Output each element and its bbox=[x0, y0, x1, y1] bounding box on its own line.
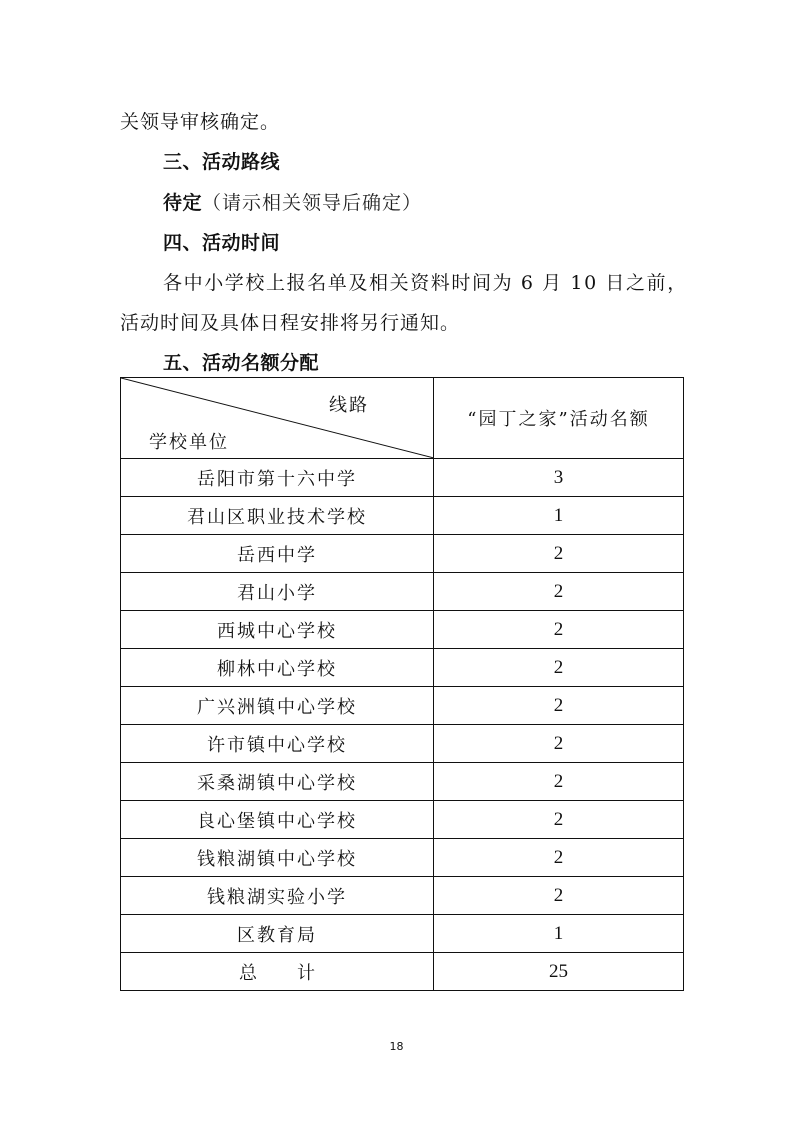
section-3-bold-text: 待定 bbox=[163, 192, 203, 214]
header-route-label: 线路 bbox=[329, 395, 369, 416]
quota-value: 2 bbox=[434, 611, 684, 649]
table-row bbox=[121, 497, 684, 535]
quota-value: 2 bbox=[434, 801, 684, 839]
section-4-line-2: 活动时间及具体日程安排将另行通知。 bbox=[120, 312, 461, 334]
school-name: 岳阳市第十六中学 bbox=[121, 459, 434, 497]
school-name: 西城中心学校 bbox=[121, 611, 434, 649]
table-row bbox=[121, 649, 684, 687]
school-name: 钱粮湖镇中心学校 bbox=[121, 839, 434, 877]
section-3-body bbox=[163, 188, 422, 215]
table-total-row bbox=[121, 953, 684, 991]
header-school-label: 学校单位 bbox=[149, 432, 229, 453]
section-3-title: 三、活动路线 bbox=[163, 151, 281, 173]
school-name: 采桑湖镇中心学校 bbox=[121, 763, 434, 801]
school-name: 许市镇中心学校 bbox=[121, 725, 434, 763]
table-row bbox=[121, 725, 684, 763]
section-5-title: 五、活动名额分配 bbox=[163, 352, 320, 374]
school-name: 岳西中学 bbox=[121, 535, 434, 573]
table-row bbox=[121, 573, 684, 611]
table-header-row bbox=[121, 378, 684, 459]
section-3-note: （请示相关领导后确定） bbox=[202, 192, 423, 214]
quota-value: 2 bbox=[434, 687, 684, 725]
table-row bbox=[121, 801, 684, 839]
quota-value: 2 bbox=[434, 649, 684, 687]
school-name: 区教育局 bbox=[121, 915, 434, 953]
quota-table bbox=[120, 377, 684, 991]
quota-value: 2 bbox=[434, 573, 684, 611]
table-row bbox=[121, 915, 684, 953]
school-name: 广兴洲镇中心学校 bbox=[121, 687, 434, 725]
quota-value: 2 bbox=[434, 839, 684, 877]
section-4-title: 四、活动时间 bbox=[163, 232, 281, 254]
table-row bbox=[121, 611, 684, 649]
total-value: 25 bbox=[434, 953, 684, 991]
section-4-line-1: 各中小学校上报名单及相关资料时间为 6 月 10 日之前， bbox=[163, 272, 688, 294]
school-name: 君山小学 bbox=[121, 573, 434, 611]
header-quota-label: “园丁之家”活动名额 bbox=[434, 378, 684, 459]
table-row bbox=[121, 877, 684, 915]
quota-value: 3 bbox=[434, 459, 684, 497]
table-row bbox=[121, 459, 684, 497]
quota-value: 2 bbox=[434, 535, 684, 573]
total-label-part-2: 计 bbox=[297, 962, 315, 984]
school-name: 柳林中心学校 bbox=[121, 649, 434, 687]
table-row bbox=[121, 763, 684, 801]
school-name: 良心堡镇中心学校 bbox=[121, 801, 434, 839]
quota-value: 2 bbox=[434, 877, 684, 915]
school-name: 君山区职业技术学校 bbox=[121, 497, 434, 535]
table-row bbox=[121, 839, 684, 877]
total-label bbox=[121, 953, 434, 991]
quota-value: 2 bbox=[434, 763, 684, 801]
table-row bbox=[121, 687, 684, 725]
school-name: 钱粮湖实验小学 bbox=[121, 877, 434, 915]
quota-value: 1 bbox=[434, 915, 684, 953]
page-number: 18 bbox=[389, 1040, 404, 1053]
total-label-part-1: 总 bbox=[239, 962, 257, 984]
quota-value: 2 bbox=[434, 725, 684, 763]
table-row bbox=[121, 535, 684, 573]
diagonal-header-cell bbox=[121, 378, 434, 459]
quota-value: 1 bbox=[434, 497, 684, 535]
paragraph-continuation: 关领导审核确定。 bbox=[120, 111, 281, 133]
